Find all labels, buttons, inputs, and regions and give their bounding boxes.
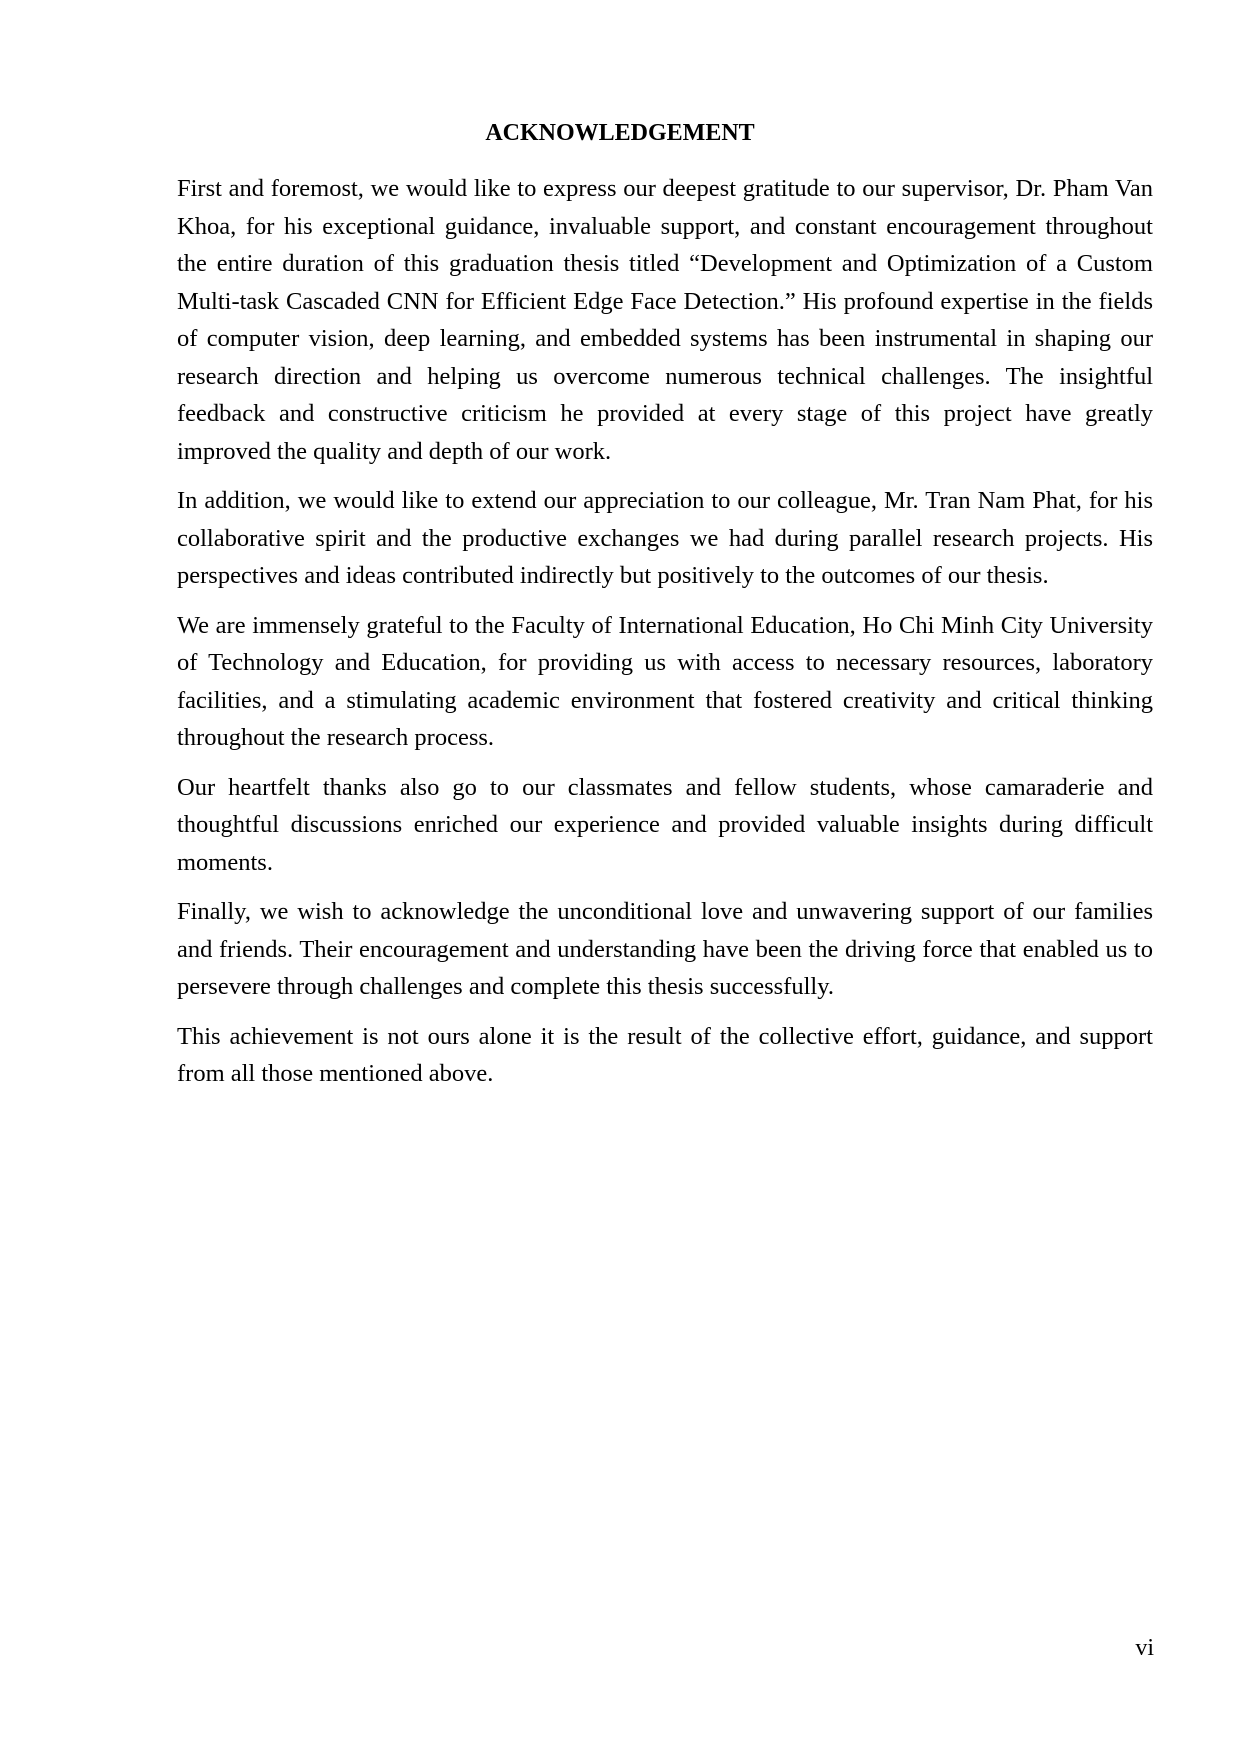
paragraph-families: Finally, we wish to acknowledge the unconditional love and unwavering support of our families and friends. Their encouragement and understanding have been the driving force that enabled us to persevere through challenges and complete this thesis successfully.	[177, 898, 1153, 1000]
acknowledgement-body	[177, 170, 1153, 1105]
paragraph-classmates: Our heartfelt thanks also go to our classmates and fellow students, whose camaraderie and thoughtful discussions enriched our experience and provided valuable insights during difficult moments.	[177, 773, 1153, 876]
page-title: ACKNOWLEDGEMENT	[485, 120, 755, 146]
paragraph-supervisor: First and foremost, we would like to express our deepest gratitude to our supervisor, Dr. Pham Van Khoa, for his exceptional guidance, invaluable support, and constant encouragement throughout the entire duration of this graduation thesis titled “Development and Optimization of a Custom Multi-task Cascaded CNN for Efficient Edge Face Detection.” His profound expertise in the fields of computer vision, deep learning, and embedded systems has been instrumental in shaping our research direction and helping us overcome numerous technical challenges. The insightful feedback and constructive criticism he provided at every stage of this project have greatly improved the quality and depth of our work.	[177, 175, 1153, 465]
page-number: vi	[1135, 1635, 1154, 1661]
paragraph-faculty: We are immensely grateful to the Faculty of International Education, Ho Chi Minh City University of Technology and Education, for providing us with access to necessary resources, laboratory facilities, and a stimulating academic environment that fostered creativity and critical thinking throughout the research process.	[177, 611, 1153, 751]
paragraph-colleague: In addition, we would like to extend our appreciation to our colleague, Mr. Tran Nam Phat, for his collaborative spirit and the productive exchanges we had during parallel research projects. His perspectives and ideas contributed indirectly but positively to the outcomes of our thesis.	[177, 487, 1153, 589]
paragraph-closing: This achievement is not ours alone it is the result of the collective effort, guidance, and support from all those mentioned above.	[177, 1022, 1153, 1087]
